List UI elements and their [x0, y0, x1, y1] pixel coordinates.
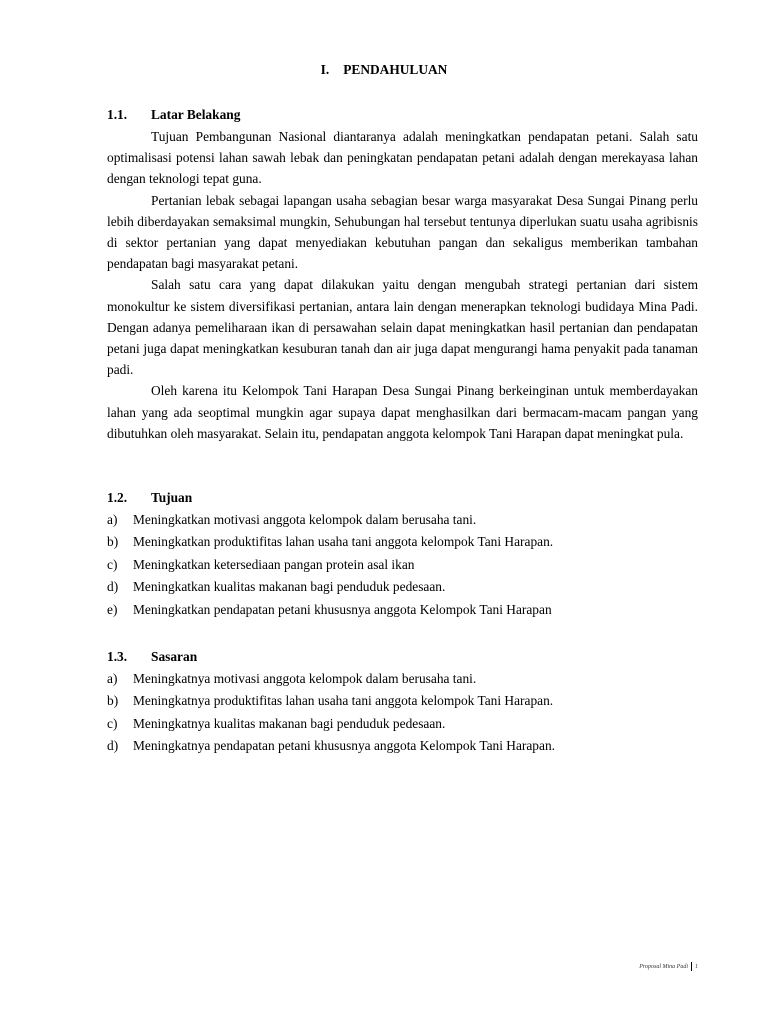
chapter-number: I.: [320, 62, 330, 77]
list-item-text: Meningkatnya kualitas makanan bagi penduduk pedesaan.: [133, 715, 446, 731]
latar-belakang-body: [107, 126, 698, 444]
list-marker: a): [107, 671, 118, 686]
sasaran-list: [107, 670, 698, 760]
section-title: Sasaran: [151, 649, 198, 664]
list-marker: b): [107, 693, 119, 709]
list-marker: c): [107, 715, 118, 731]
list-item: [107, 692, 698, 714]
list-item: [107, 715, 698, 737]
page-number: 1: [695, 964, 698, 970]
paragraph: Salah satu cara yang dapat dilakukan yaitu dengan mengubah strategi pertanian dari sistem monokultur ke sistem diversifikasi pertanian, antara lain dengan menerapkan teknologi budidaya Mina Padi. Dengan adanya pemeliharaan ikan di persawahan selain dapat meningkatkan hasil pertanian dan pendapatan petani juga dapat meningkatkan kesuburan tanah dan air juga dapat mengurangi hama penyakit pada tanaman padi.: [107, 277, 698, 378]
list-item-text: Meningkatkan produktifitas lahan usaha tani anggota kelompok Tani Harapan.: [133, 534, 554, 550]
paragraph: Tujuan Pembangunan Nasional diantaranya adalah meningkatkan pendapatan petani. Salah satu optimalisasi potensi lahan sawah lebak dan peningkatan pendapatan petani adalah dengan merekayasa lahan dengan teknologi tepat guna.: [107, 129, 698, 187]
section-title: Latar Belakang: [151, 107, 241, 122]
list-item: [107, 533, 698, 555]
section-number: 1.2.: [107, 490, 128, 505]
list-item: [107, 601, 698, 623]
section-number: 1.1.: [107, 107, 128, 122]
section-heading-latar-belakang: [107, 106, 240, 124]
list-item: [107, 737, 698, 759]
list-item-text: Meningkatkan motivasi anggota kelompok dalam berusaha tani.: [133, 512, 477, 527]
section-title: Tujuan: [151, 490, 193, 505]
list-item: [107, 578, 698, 600]
list-item-text: Meningkatnya motivasi anggota kelompok dalam berusaha tani.: [133, 671, 477, 686]
paragraph: Oleh karena itu Kelompok Tani Harapan Desa Sungai Pinang berkeinginan untuk memberdayakan lahan yang ada seoptimal mungkin agar supaya dapat menghasilkan dari bermacam-macam pangan yang dibutuhkan oleh masyarakat. Selain itu, pendapatan anggota kelompok Tani Harapan dapat meningkat pula.: [107, 383, 698, 441]
list-item: [107, 511, 698, 533]
page-footer: [639, 962, 698, 972]
chapter-title: [0, 61, 768, 79]
chapter-title-text: PENDAHULUAN: [343, 62, 448, 77]
list-item-text: Meningkatkan ketersediaan pangan protein asal ikan: [133, 556, 415, 572]
list-marker: a): [107, 512, 118, 527]
paragraph: Pertanian lebak sebagai lapangan usaha sebagian besar warga masyarakat Desa Sungai Pinang perlu lebih diberdayakan semaksimal mungkin, Sehubungan hal tersebut tentunya diperlukan suatu usaha agribisnis di sektor pertanian yang dapat menyediakan kebutuhan pangan dan sekaligus memberikan tambahan pendapatan bagi masyarakat petani.: [107, 192, 698, 272]
list-item: [107, 556, 698, 578]
list-marker: b): [107, 534, 119, 550]
list-item-text: Meningkatnya pendapatan petani khususnya anggota Kelompok Tani Harapan.: [133, 738, 555, 754]
list-item: [107, 670, 698, 692]
list-marker: d): [107, 738, 119, 754]
list-marker: d): [107, 579, 119, 595]
list-marker: e): [107, 601, 118, 617]
footer-separator: [691, 962, 692, 971]
list-marker: c): [107, 556, 118, 572]
list-item-text: Meningkatkan kualitas makanan bagi penduduk pedesaan.: [133, 579, 446, 595]
list-item-text: Meningkatnya produktifitas lahan usaha tani anggota kelompok Tani Harapan.: [133, 693, 554, 709]
section-heading-sasaran: [107, 648, 197, 666]
list-item-text: Meningkatkan pendapatan petani khususnya anggota Kelompok Tani Harapan: [133, 601, 552, 617]
section-heading-tujuan: [107, 489, 192, 507]
tujuan-list: [107, 511, 698, 623]
footer-label: Proposal Mina Padi: [639, 964, 688, 970]
section-number: 1.3.: [107, 649, 128, 664]
